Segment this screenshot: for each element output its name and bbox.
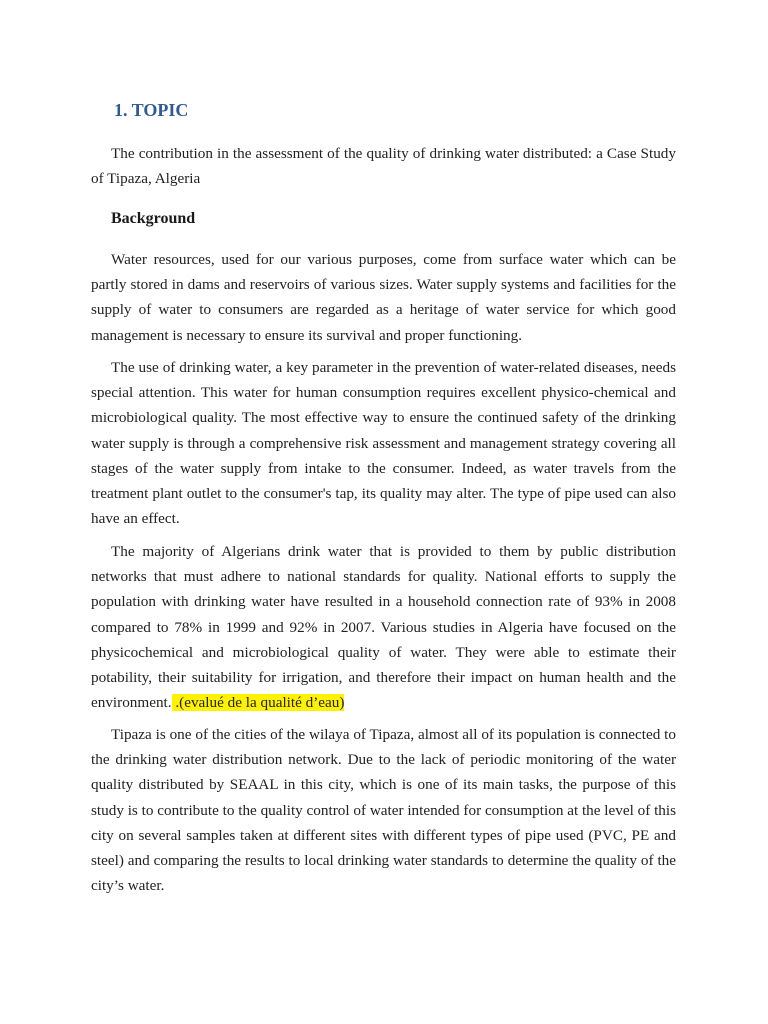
paragraph-algerian-distribution	[91, 539, 676, 715]
paragraph-algerian-distribution-text: The majority of Algerians drink water that is provided to them by public distribution networks that must adhere to national standards for quality. National efforts to supply the population with drinking water have resulted in a household connection rate of 93% in 2008 compared to 78% in 1999 and 92% in 2007. Various studies in Algeria have focused on the physicochemical and microbiological quality of water. They were able to estimate their potability, their suitability for irrigation, and therefore their impact on human health and the environment.	[91, 543, 676, 712]
topic-paragraph: The contribution in the assessment of the quality of drinking water distributed: a Case Study of Tipaza, Algeria	[91, 145, 676, 188]
paragraph-tipaza: Tipaza is one of the cities of the wilaya of Tipaza, almost all of its population is connected to the drinking water distribution network. Due to the lack of periodic monitoring of the water quality distributed by SEAAL in this city, which is one of its main tasks, the purpose of this study is to contribute to the quality control of water intended for consumption at the level of this city on several samples taken at different sites with different types of pipe used (PVC, PE and steel) and comparing the results to local drinking water standards to determine the quality of the city’s water.	[91, 726, 677, 895]
background-heading: Background	[111, 210, 196, 227]
paragraph-drinking-water-use: The use of drinking water, a key parameter in the prevention of water-related diseases, needs special attention. This water for human consumption requires excellent physico-chemical and microbiological quality. The most effective way to ensure the continued safety of the drinking water supply is through a comprehensive risk assessment and management strategy covering all stages of the water supply from intake to the consumer. Indeed, as water travels from the treatment plant outlet to the consumer's tap, its quality may alter. The type of pipe used can also have an effect.	[91, 359, 676, 528]
highlighted-note: .(evalué de la qualité d’eau)	[171, 694, 345, 712]
section-heading: 1. TOPIC	[114, 100, 189, 120]
paragraph-water-resources: Water resources, used for our various purposes, come from surface water which can be partly stored in dams and reservoirs of various sizes. Water supply systems and facilities for the supply of water to consumers are regarded as a heritage of water service for which good management is necessary to ensure its survival and proper functioning.	[91, 251, 676, 344]
